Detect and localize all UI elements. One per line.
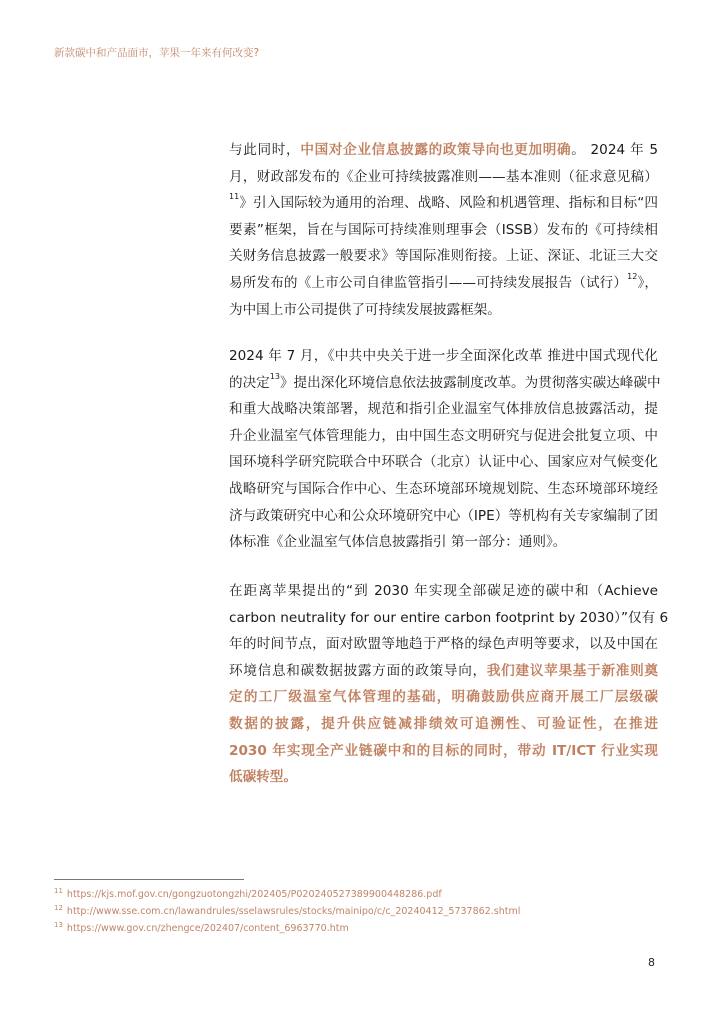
- text-line: [229, 137, 658, 164]
- text-segment: 环境信息和碳数据披露方面的政策导向，: [229, 662, 487, 679]
- text-line: [229, 711, 658, 738]
- page-number: 8: [648, 956, 655, 969]
- footnote-divider: [54, 879, 244, 880]
- text-line: [229, 343, 658, 370]
- text-line: [229, 529, 658, 556]
- text-line: [229, 658, 658, 685]
- text-segment: 战略研究与国际合作中心、生态环境部环境规划院、生态环境部环境经: [229, 480, 658, 497]
- text-segment: 与此同时，: [229, 142, 301, 158]
- text-line: [229, 476, 658, 503]
- footnote-number: 13: [54, 921, 63, 929]
- footnote: [54, 920, 520, 937]
- footnote-link[interactable]: https://www.gov.cn/zhengce/202407/content_6963770.htm: [66, 923, 349, 934]
- text-line: [229, 243, 658, 270]
- highlighted-text: 中国对企业信息披露的政策导向也更加明确: [300, 142, 572, 158]
- text-segment: 》，: [637, 274, 658, 291]
- footnote-ref[interactable]: 11: [229, 192, 240, 202]
- paragraph-3: [229, 578, 669, 791]
- text-segment: 月，财政部发布的《企业可持续披露准则——基本准则（征求意见稿）: [229, 168, 658, 185]
- text-segment: 》提出深化环境信息依法披露制度改革。为贯彻落实碳达峰碳中: [279, 374, 661, 391]
- footnote-link[interactable]: http://www.sse.com.cn/lawandrules/sselawsrules/stocks/mainipo/c/c_20240412_5737862.shtml: [66, 906, 521, 917]
- highlighted-text: 2030 年实现全产业链碳中和的目标的同时，带动 IT/ICT 行业实现: [229, 742, 658, 759]
- footnote: [54, 903, 520, 920]
- text-segment: carbon neutrality for our entire carbon footprint by 2030）”仅有 6: [229, 609, 669, 626]
- highlighted-text: 我们建议苹果基于新准则奠: [486, 662, 659, 679]
- text-line: [229, 164, 658, 191]
- text-line: [229, 449, 658, 476]
- text-segment: 为中国上市公司提供了可持续发展披露框架。: [229, 301, 501, 318]
- footnote: [54, 886, 520, 903]
- text-segment: 在距离苹果提出的“到 2030 年实现全部碳足迹的碳中和（Achieve: [229, 583, 658, 599]
- text-segment: 关财务信息披露一般要求》等国际准则衔接。上证、深证、北证三大交: [229, 248, 658, 265]
- text-segment: 的决定: [229, 374, 270, 391]
- text-segment: 和重大战略决策部署，规范和指引企业温室气体排放信息披露活动，提: [229, 401, 658, 418]
- text-line: [229, 605, 669, 632]
- footnote-number: 12: [54, 904, 63, 912]
- highlighted-text: 数据的披露，提升供应链减排绩效可追溯性、可验证性，在推进: [229, 715, 658, 732]
- text-line: [229, 270, 658, 297]
- text-line: [229, 370, 661, 397]
- text-line: [229, 503, 658, 530]
- footnote-ref[interactable]: 12: [627, 271, 638, 281]
- paragraph-1: [229, 137, 658, 323]
- text-segment: 升企业温室气体管理能力，由中国生态文明研究与促进会批复立项、中: [229, 427, 658, 444]
- text-segment: 济与政策研究中心和公众环境研究中心（IPE）等机构有关专家编制了团: [229, 507, 658, 524]
- text-line: [229, 297, 658, 324]
- text-segment: 2024 年 7 月，《中共中央关于进一步全面深化改革 推进中国式现代化: [229, 348, 658, 364]
- text-line: [229, 190, 658, 217]
- text-segment: 国环境科学研究院联合中环联合（北京）认证中心、国家应对气候变化: [229, 454, 658, 471]
- text-segment: 要素”框架，旨在与国际可持续准则理事会（ISSB）发布的《可持续相: [229, 221, 658, 238]
- text-segment: 年的时间节点，面对欧盟等地趋于严格的绿色声明等要求，以及中国在: [229, 636, 658, 653]
- text-line: [229, 738, 658, 765]
- highlighted-text: 低碳转型。: [229, 769, 297, 786]
- text-line: [229, 423, 658, 450]
- text-line: [229, 684, 658, 711]
- footnote-number: 11: [54, 887, 63, 895]
- text-line: [229, 631, 658, 658]
- text-line: [229, 217, 658, 244]
- text-line: [229, 764, 658, 791]
- footnote-link[interactable]: https://kjs.mof.gov.cn/gongzuotongzhi/202405/P020240527389900448286.pdf: [66, 889, 442, 900]
- footnote-ref[interactable]: 13: [269, 371, 280, 381]
- text-line: [229, 396, 658, 423]
- paragraph-2: [229, 343, 661, 556]
- text-segment: 》引入国际较为通用的治理、战略、风险和机遇管理、指标和目标“四: [239, 195, 658, 212]
- text-line: [229, 578, 658, 605]
- highlighted-text: 定的工厂级温室气体管理的基础，明确鼓励供应商开展工厂层级碳: [229, 689, 658, 706]
- footnotes: [54, 886, 520, 937]
- text-segment: 体标准《企业温室气体信息披露指引 第一部分：通则》。: [229, 534, 567, 551]
- text-segment: 。 2024 年 5: [571, 142, 659, 158]
- text-segment: 易所发布的《上市公司自律监管指引——可持续发展报告（试行）: [229, 274, 628, 291]
- running-header: 新款碳中和产品面市，苹果一年来有何改变?: [54, 47, 260, 59]
